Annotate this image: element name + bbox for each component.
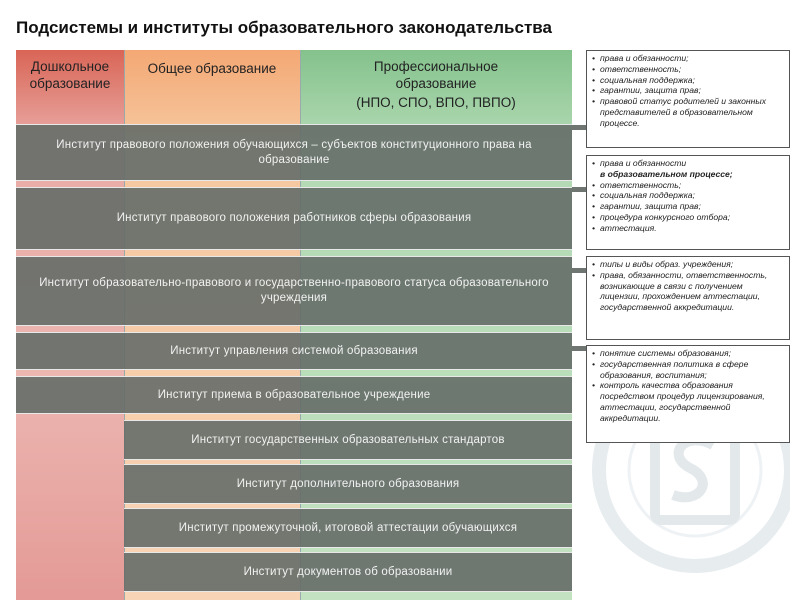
institute-admission-band: Институт приема в образовательное учреждение	[16, 376, 572, 414]
institute-documents-band: Институт документов об образовании	[124, 552, 572, 592]
professional-header-abbr: (НПО, СПО, ВПО, ПВПО)	[356, 95, 516, 110]
connector-4	[572, 346, 586, 351]
general-header: Общее образование	[147, 61, 277, 76]
note-item: • социальная поддержка;	[592, 75, 784, 86]
note-staff	[586, 155, 790, 250]
note-item: • ответственность;	[592, 180, 784, 191]
note-item: • гарантии, защита прав;	[592, 85, 784, 96]
connector-1	[572, 125, 586, 130]
note-item: • права и обязанности;	[592, 53, 784, 64]
note-item: • аттестация.	[592, 223, 784, 234]
institute-institution-status-band: Институт образовательно-правового и государственно-правового статуса образовательного учреждения	[16, 256, 572, 326]
institute-standards-band: Институт государственных образовательных стандартов	[124, 420, 572, 460]
preschool-header: Дошкольное образование	[29, 59, 111, 91]
note-item: • правовой статус родителей и законных представителей в образовательном процессе.	[592, 96, 784, 128]
connector-3	[572, 268, 586, 273]
institute-students-band: Институт правового положения обучающихся – субъектов конституционного права на образование	[16, 124, 572, 181]
note-item: • понятие системы образования;	[592, 348, 784, 359]
note-item: • типы и виды образ. учреждения;	[592, 259, 784, 270]
note-management	[586, 345, 790, 443]
note-item: • гарантии, защита прав;	[592, 201, 784, 212]
connector-2	[572, 187, 586, 192]
note-item: • контроль качества образования посредством процедур лицензирования, аттестации, государственной аккредитации.	[592, 380, 784, 423]
institute-management-band: Институт управления системой образования	[16, 332, 572, 370]
note-item: • государственная политика в сфере образования, воспитания;	[592, 359, 784, 381]
note-students	[586, 50, 790, 148]
note-item: • социальная поддержка;	[592, 190, 784, 201]
note-item: • права, обязанности, ответственность, возникающие в связи с получением лицензии, прохождением аттестации, государственной аккредитации.	[592, 270, 784, 313]
page-title: Подсистемы и институты образовательного законодательства	[16, 18, 552, 37]
institute-attestation-band: Институт промежуточной, итоговой аттестации обучающихся	[124, 508, 572, 548]
institute-staff-band: Институт правового положения работников сферы образования	[16, 187, 572, 250]
note-item: • права и обязанности	[592, 158, 784, 169]
note-institution-status	[586, 256, 790, 340]
note-item: • ответственность;	[592, 64, 784, 75]
institute-additional-education-band: Институт дополнительного образования	[124, 464, 572, 504]
note-item: в образовательном процессе;	[600, 168, 733, 179]
note-item: • процедура конкурсного отбора;	[592, 212, 784, 223]
professional-header	[300, 58, 572, 111]
professional-header-title: Профессиональное образование	[373, 59, 499, 91]
